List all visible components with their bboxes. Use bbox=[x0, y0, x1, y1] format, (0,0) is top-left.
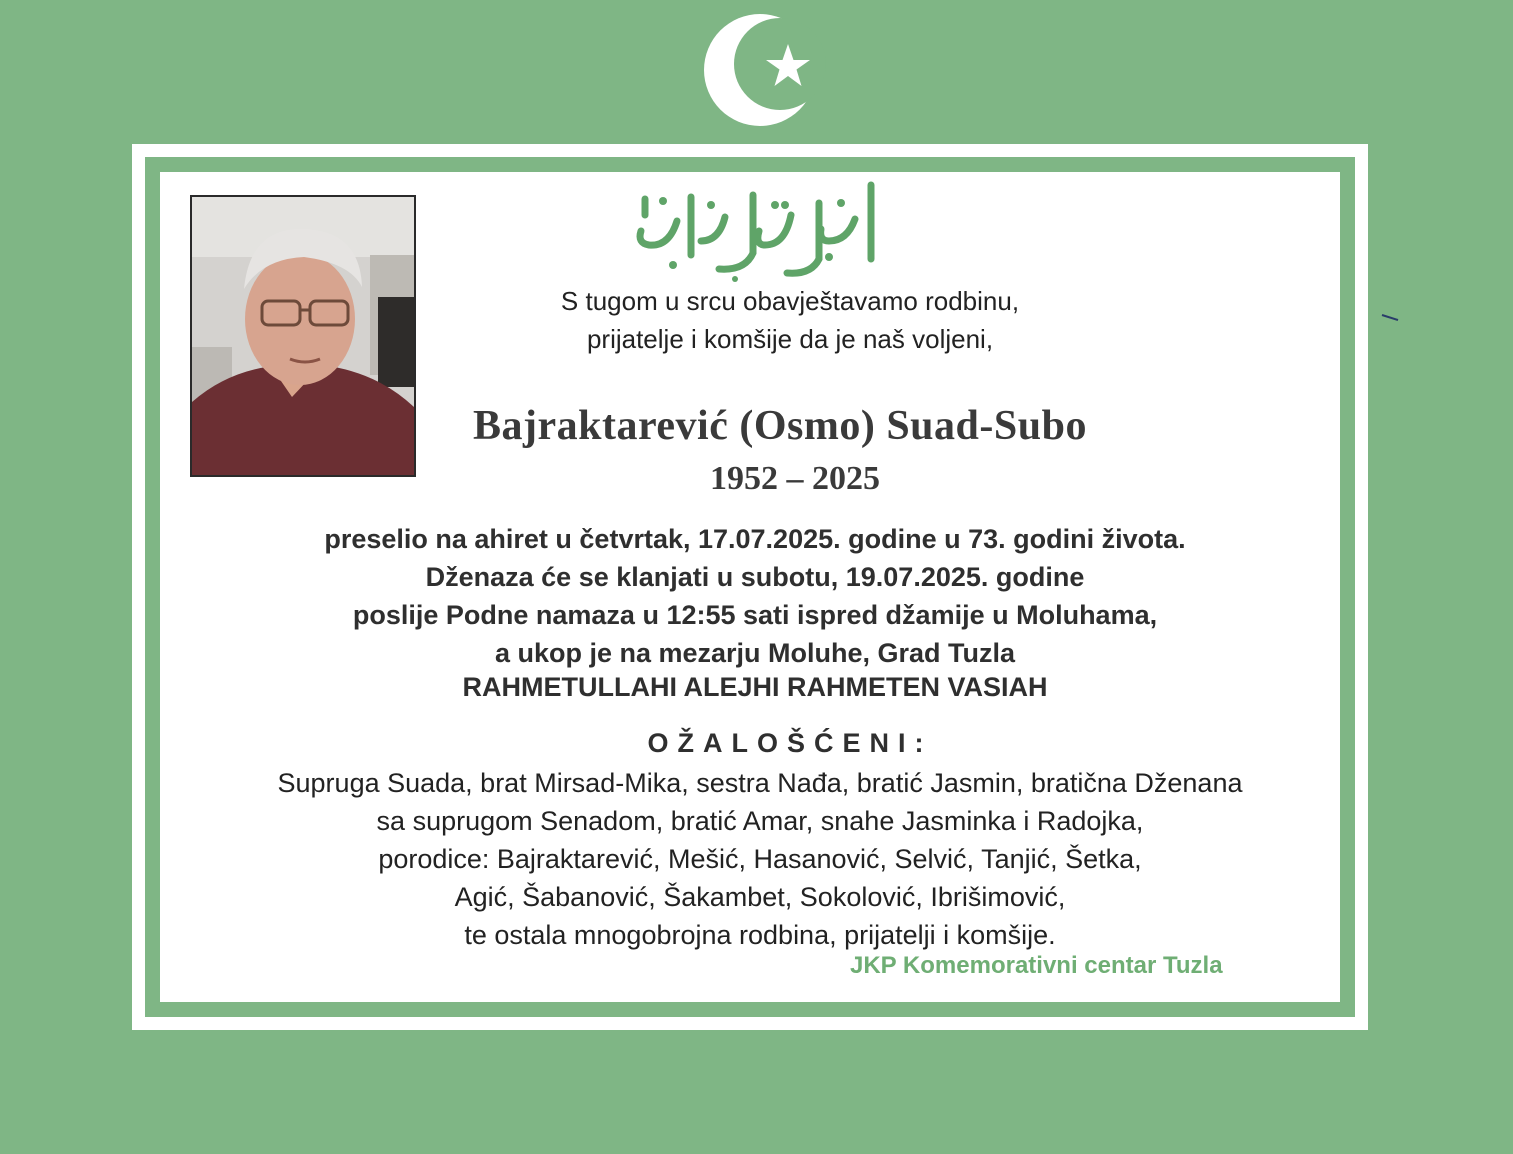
intro-text bbox=[460, 282, 1120, 358]
ink-speck bbox=[1380, 312, 1402, 322]
arabic-calligraphy bbox=[615, 175, 895, 285]
intro-line: S tugom u srcu obavještavamo rodbinu, bbox=[560, 286, 1020, 316]
details-line: Dženaza će se klanjati u subotu, 19.07.2025. godine bbox=[425, 562, 1085, 592]
crescent-star-icon bbox=[700, 10, 830, 130]
obituary-panel bbox=[160, 172, 1340, 1002]
details-line: a ukop je na mezarju Moluhe, Grad Tuzla bbox=[494, 638, 1016, 668]
publisher-signature: JKP Komemorativni centar Tuzla bbox=[850, 952, 1223, 979]
mourners-line: porodice: Bajraktarević, Mešić, Hasanović, Selvić, Tanjić, Šetka, bbox=[378, 844, 1142, 874]
mourners-heading: OŽALOŠĆENI: bbox=[647, 728, 933, 758]
mourners-line: Agić, Šabanović, Šakambet, Sokolović, Ibrišimović, bbox=[454, 882, 1066, 912]
funeral-details bbox=[200, 520, 1310, 672]
mourners-line: Supruga Suada, brat Mirsad-Mika, sestra Nađa, bratić Jasmin, bratična Dženana bbox=[277, 768, 1243, 798]
dua-text: RAHMETULLAHI ALEJHI RAHMETEN VASIAH bbox=[462, 672, 1048, 702]
portrait-photo bbox=[190, 195, 416, 477]
details-line: poslije Podne namaza u 12:55 sati ispred džamije u Moluhama, bbox=[352, 600, 1158, 630]
mourners-line: te ostala mnogobrojna rodbina, prijatelji i komšije. bbox=[464, 920, 1056, 950]
details-line: preselio na ahiret u četvrtak, 17.07.2025. godine u 73. godini života. bbox=[324, 524, 1186, 554]
intro-line: prijatelje i komšije da je naš voljeni, bbox=[586, 324, 994, 354]
mourners-list bbox=[180, 764, 1340, 954]
deceased-name: Bajraktarević (Osmo) Suad-Subo bbox=[473, 403, 1087, 449]
mourners-line: sa suprugom Senadom, bratić Amar, snahe Jasminka i Radojka, bbox=[376, 806, 1144, 836]
life-years: 1952 – 2025 bbox=[710, 460, 880, 497]
